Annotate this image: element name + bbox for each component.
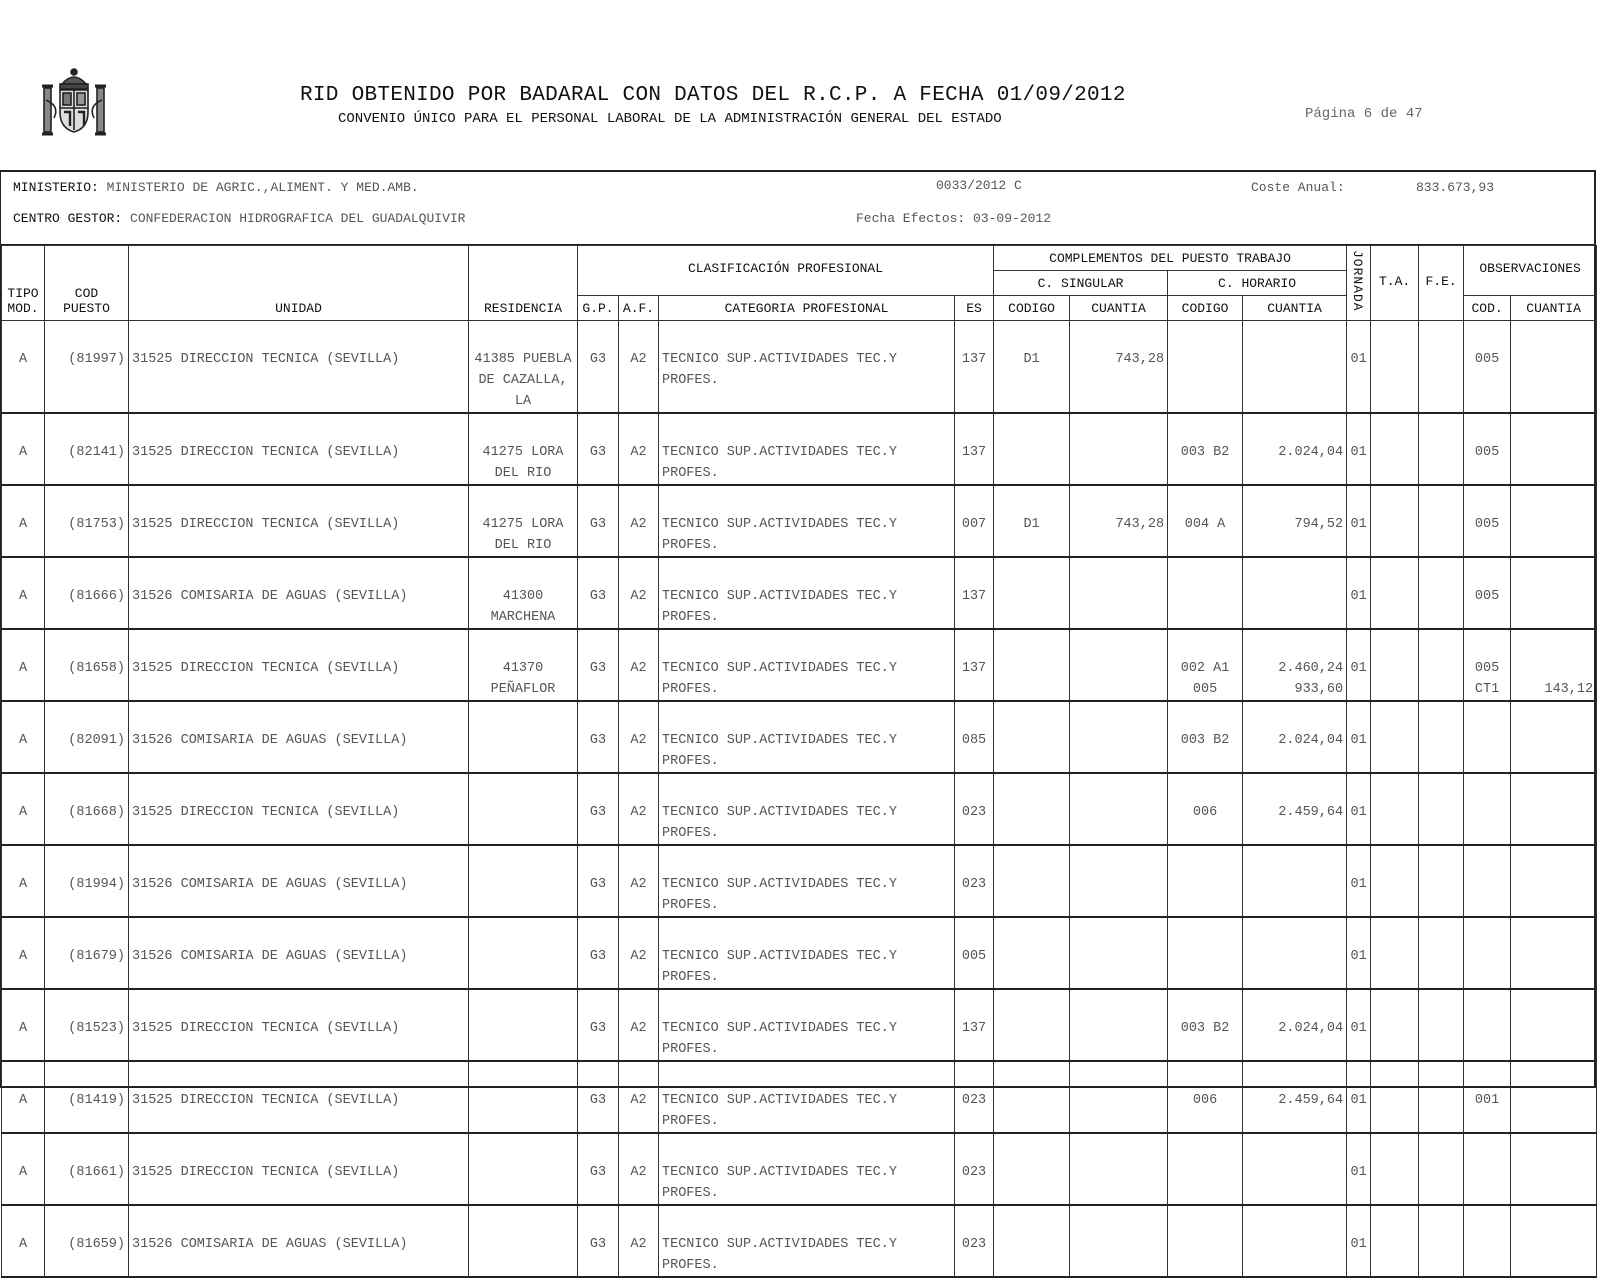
cell-ch-cod: 003 B2 bbox=[1168, 989, 1243, 1061]
cell-categoria: TECNICO SUP.ACTIVIDADES TEC.Y PROFES. bbox=[659, 1205, 955, 1277]
cell-es: 137 bbox=[955, 413, 994, 485]
cell-cs-cod bbox=[994, 845, 1070, 917]
cell-cod: (81666) bbox=[45, 557, 129, 629]
cell-af: A2 bbox=[619, 629, 659, 701]
cell-obs-cod: 005 bbox=[1464, 413, 1511, 485]
cell-cod: (81659) bbox=[45, 1205, 129, 1277]
cell-tipo: A bbox=[2, 773, 45, 845]
cell-gp: G3 bbox=[578, 485, 619, 557]
cell-cs-cod: D1 bbox=[994, 485, 1070, 557]
cell-jornada: 01 bbox=[1347, 485, 1371, 557]
table-row bbox=[2, 413, 1597, 485]
cell-cs-cod bbox=[994, 557, 1070, 629]
cell-fe bbox=[1419, 321, 1464, 414]
document-subtitle: CONVENIO ÚNICO PARA EL PERSONAL LABORAL DE LA ADMINISTRACIÓN GENERAL DEL ESTADO bbox=[338, 111, 1002, 127]
cell-unidad: 31526 COMISARIA DE AGUAS (SEVILLA) bbox=[129, 701, 469, 773]
cell-af: A2 bbox=[619, 989, 659, 1061]
cell-categoria: TECNICO SUP.ACTIVIDADES TEC.Y PROFES. bbox=[659, 989, 955, 1061]
cell-residencia: 41300 MARCHENA bbox=[469, 557, 578, 629]
cell-jornada: 01 bbox=[1347, 1205, 1371, 1277]
ministerio-label: MINISTERIO: bbox=[13, 180, 99, 195]
col-ch-codigo: CODIGO bbox=[1168, 296, 1243, 321]
centro-line bbox=[13, 211, 466, 226]
cell-fe bbox=[1419, 773, 1464, 845]
cell-obs-cod: 005 bbox=[1464, 485, 1511, 557]
cell-cs-cuantia bbox=[1070, 701, 1168, 773]
cell-ta bbox=[1371, 989, 1419, 1061]
cell-ch-cuantia: 2.024,04 bbox=[1243, 989, 1347, 1061]
cell-tipo: A bbox=[2, 557, 45, 629]
cell-categoria: TECNICO SUP.ACTIVIDADES TEC.Y PROFES. bbox=[659, 773, 955, 845]
cell-unidad: 31525 DIRECCION TECNICA (SEVILLA) bbox=[129, 321, 469, 414]
cell-ta bbox=[1371, 1061, 1419, 1133]
cell-gp: G3 bbox=[578, 413, 619, 485]
cell-unidad: 31526 COMISARIA DE AGUAS (SEVILLA) bbox=[129, 1205, 469, 1277]
cell-gp: G3 bbox=[578, 845, 619, 917]
coat-of-arms-icon bbox=[40, 66, 108, 142]
cell-obs-cod bbox=[1464, 989, 1511, 1061]
table-row bbox=[2, 485, 1597, 557]
cell-categoria: TECNICO SUP.ACTIVIDADES TEC.Y PROFES. bbox=[659, 917, 955, 989]
cell-jornada: 01 bbox=[1347, 989, 1371, 1061]
cell-ch-cod bbox=[1168, 1205, 1243, 1277]
cell-jornada: 01 bbox=[1347, 1061, 1371, 1133]
cell-unidad: 31525 DIRECCION TECNICA (SEVILLA) bbox=[129, 485, 469, 557]
cell-cod: (81523) bbox=[45, 989, 129, 1061]
cell-fe bbox=[1419, 701, 1464, 773]
cell-cs-cuantia bbox=[1070, 557, 1168, 629]
col-cs-cuantia: CUANTIA bbox=[1070, 296, 1168, 321]
cell-obs-cod bbox=[1464, 773, 1511, 845]
cell-categoria: TECNICO SUP.ACTIVIDADES TEC.Y PROFES. bbox=[659, 557, 955, 629]
cell-residencia bbox=[469, 1061, 578, 1133]
cell-obs-cod bbox=[1464, 1133, 1511, 1205]
cell-ch-cod: 006 bbox=[1168, 773, 1243, 845]
cell-fe bbox=[1419, 557, 1464, 629]
cell-ch-cuantia bbox=[1243, 557, 1347, 629]
cell-ch-cod: 003 B2 bbox=[1168, 413, 1243, 485]
cell-gp: G3 bbox=[578, 701, 619, 773]
cell-cod: (81658) bbox=[45, 629, 129, 701]
col-af: A.F. bbox=[619, 296, 659, 321]
cell-cs-cod bbox=[994, 1061, 1070, 1133]
cell-cs-cuantia bbox=[1070, 773, 1168, 845]
cell-residencia: 41385 PUEBLA DE CAZALLA, LA bbox=[469, 321, 578, 414]
cell-obs-cuantia bbox=[1511, 1205, 1597, 1277]
cell-unidad: 31525 DIRECCION TECNICA (SEVILLA) bbox=[129, 989, 469, 1061]
cell-residencia: 41370 PEÑAFLOR bbox=[469, 629, 578, 701]
cell-ch-cod: 003 B2 bbox=[1168, 701, 1243, 773]
cell-cod: (81419) bbox=[45, 1061, 129, 1133]
cell-ch-cuantia: 2.024,04 bbox=[1243, 701, 1347, 773]
cell-cod: (81668) bbox=[45, 773, 129, 845]
cell-es: 085 bbox=[955, 701, 994, 773]
cell-af: A2 bbox=[619, 701, 659, 773]
cell-ta bbox=[1371, 321, 1419, 414]
cell-jornada: 01 bbox=[1347, 845, 1371, 917]
cell-cs-cuantia bbox=[1070, 989, 1168, 1061]
cell-af: A2 bbox=[619, 845, 659, 917]
cell-cs-cod: D1 bbox=[994, 321, 1070, 414]
cell-cod: (81994) bbox=[45, 845, 129, 917]
coste-label: Coste Anual: bbox=[1251, 180, 1345, 195]
cell-residencia bbox=[469, 1133, 578, 1205]
col-obs-cuantia: CUANTIA bbox=[1511, 296, 1597, 321]
cell-gp: G3 bbox=[578, 557, 619, 629]
cell-categoria: TECNICO SUP.ACTIVIDADES TEC.Y PROFES. bbox=[659, 413, 955, 485]
col-tipo-1: TIPO bbox=[7, 286, 39, 301]
cell-es: 023 bbox=[955, 1061, 994, 1133]
col-cod-1: COD bbox=[74, 286, 99, 301]
cell-obs-cod: 005 bbox=[1464, 321, 1511, 414]
cell-gp: G3 bbox=[578, 917, 619, 989]
cell-es: 007 bbox=[955, 485, 994, 557]
cell-categoria: TECNICO SUP.ACTIVIDADES TEC.Y PROFES. bbox=[659, 629, 955, 701]
cell-cs-cuantia bbox=[1070, 845, 1168, 917]
cell-ch-cod bbox=[1168, 845, 1243, 917]
cell-gp: G3 bbox=[578, 773, 619, 845]
col-categoria: CATEGORIA PROFESIONAL bbox=[659, 296, 955, 321]
cell-obs-cuantia bbox=[1511, 773, 1597, 845]
cell-tipo: A bbox=[2, 321, 45, 414]
cell-obs-cuantia bbox=[1511, 485, 1597, 557]
cell-obs-cod bbox=[1464, 845, 1511, 917]
col-fe: F.E. bbox=[1419, 246, 1464, 321]
cell-categoria: TECNICO SUP.ACTIVIDADES TEC.Y PROFES. bbox=[659, 321, 955, 414]
cell-ch-cod: 002 A1 005 bbox=[1168, 629, 1243, 701]
table-row bbox=[2, 701, 1597, 773]
cell-categoria: TECNICO SUP.ACTIVIDADES TEC.Y PROFES. bbox=[659, 1061, 955, 1133]
cell-ch-cuantia: 794,52 bbox=[1243, 485, 1347, 557]
col-unidad: UNIDAD bbox=[129, 246, 469, 321]
cell-categoria: TECNICO SUP.ACTIVIDADES TEC.Y PROFES. bbox=[659, 1133, 955, 1205]
cell-obs-cod: 005 CT1 bbox=[1464, 629, 1511, 701]
col-clasificacion: CLASIFICACIÓN PROFESIONAL bbox=[578, 246, 994, 296]
cell-jornada: 01 bbox=[1347, 917, 1371, 989]
cell-cs-cuantia bbox=[1070, 1061, 1168, 1133]
cell-cs-cod bbox=[994, 413, 1070, 485]
centro-value: CONFEDERACION HIDROGRAFICA DEL GUADALQUIVIR bbox=[130, 211, 466, 226]
cell-cod: (81753) bbox=[45, 485, 129, 557]
cell-obs-cuantia bbox=[1511, 917, 1597, 989]
cell-cod: (81661) bbox=[45, 1133, 129, 1205]
cell-obs-cuantia bbox=[1511, 1133, 1597, 1205]
cell-cs-cuantia bbox=[1070, 1205, 1168, 1277]
cell-cs-cuantia: 743,28 bbox=[1070, 485, 1168, 557]
cell-ch-cuantia bbox=[1243, 1133, 1347, 1205]
cell-unidad: 31525 DIRECCION TECNICA (SEVILLA) bbox=[129, 413, 469, 485]
fecha-efectos: Fecha Efectos: 03-09-2012 bbox=[856, 211, 1052, 226]
cell-tipo: A bbox=[2, 989, 45, 1061]
cell-ta bbox=[1371, 701, 1419, 773]
document-title: RID OBTENIDO POR BADARAL CON DATOS DEL R.C.P. A FECHA 01/09/2012 bbox=[300, 84, 1126, 107]
cell-unidad: 31525 DIRECCION TECNICA (SEVILLA) bbox=[129, 629, 469, 701]
cell-obs-cuantia bbox=[1511, 321, 1597, 414]
col-observaciones: OBSERVACIONES bbox=[1464, 246, 1597, 296]
cell-cs-cuantia bbox=[1070, 1133, 1168, 1205]
cell-fe bbox=[1419, 1133, 1464, 1205]
cell-ch-cod: 006 bbox=[1168, 1061, 1243, 1133]
table-body bbox=[2, 321, 1597, 1278]
col-horario: C. HORARIO bbox=[1168, 271, 1347, 296]
cell-ch-cuantia bbox=[1243, 321, 1347, 414]
cell-af: A2 bbox=[619, 1205, 659, 1277]
cell-cs-cod bbox=[994, 1205, 1070, 1277]
cell-gp: G3 bbox=[578, 321, 619, 414]
cell-gp: G3 bbox=[578, 1133, 619, 1205]
cell-obs-cuantia bbox=[1511, 413, 1597, 485]
cell-ch-cuantia: 2.459,64 bbox=[1243, 1061, 1347, 1133]
cell-ta bbox=[1371, 413, 1419, 485]
cell-fe bbox=[1419, 845, 1464, 917]
cell-ta bbox=[1371, 845, 1419, 917]
col-singular: C. SINGULAR bbox=[994, 271, 1168, 296]
col-tipo bbox=[2, 246, 45, 321]
cell-fe bbox=[1419, 485, 1464, 557]
col-ta: T.A. bbox=[1371, 246, 1419, 321]
cell-ch-cuantia: 2.024,04 bbox=[1243, 413, 1347, 485]
cell-es: 005 bbox=[955, 917, 994, 989]
cell-cod: (82091) bbox=[45, 701, 129, 773]
cell-es: 023 bbox=[955, 1205, 994, 1277]
cell-ta bbox=[1371, 1205, 1419, 1277]
cell-jornada: 01 bbox=[1347, 1133, 1371, 1205]
cell-obs-cuantia bbox=[1511, 845, 1597, 917]
col-obs-cod: COD. bbox=[1464, 296, 1511, 321]
cell-cs-cod bbox=[994, 629, 1070, 701]
cell-obs-cuantia bbox=[1511, 701, 1597, 773]
cell-obs-cuantia: 143,12 bbox=[1511, 629, 1597, 701]
cell-tipo: A bbox=[2, 485, 45, 557]
cell-categoria: TECNICO SUP.ACTIVIDADES TEC.Y PROFES. bbox=[659, 701, 955, 773]
table-row bbox=[2, 321, 1597, 414]
cell-obs-cod: 005 bbox=[1464, 557, 1511, 629]
cell-fe bbox=[1419, 1205, 1464, 1277]
cell-tipo: A bbox=[2, 917, 45, 989]
ministerio-value: MINISTERIO DE AGRIC.,ALIMENT. Y MED.AMB. bbox=[106, 180, 419, 195]
cell-ch-cuantia bbox=[1243, 1205, 1347, 1277]
cell-tipo: A bbox=[2, 1133, 45, 1205]
cell-obs-cuantia bbox=[1511, 989, 1597, 1061]
cell-residencia bbox=[469, 917, 578, 989]
cell-ch-cuantia: 2.459,64 bbox=[1243, 773, 1347, 845]
cell-cod: (82141) bbox=[45, 413, 129, 485]
cell-residencia bbox=[469, 845, 578, 917]
col-residencia: RESIDENCIA bbox=[469, 246, 578, 321]
cell-jornada: 01 bbox=[1347, 413, 1371, 485]
col-jornada: JORNADA bbox=[1347, 246, 1371, 321]
cell-unidad: 31526 COMISARIA DE AGUAS (SEVILLA) bbox=[129, 917, 469, 989]
cell-tipo: A bbox=[2, 845, 45, 917]
cell-af: A2 bbox=[619, 773, 659, 845]
cell-cs-cod bbox=[994, 917, 1070, 989]
cell-cs-cod bbox=[994, 1133, 1070, 1205]
cell-tipo: A bbox=[2, 1205, 45, 1277]
cell-af: A2 bbox=[619, 557, 659, 629]
cell-es: 023 bbox=[955, 773, 994, 845]
table-row bbox=[2, 845, 1597, 917]
table-row bbox=[2, 629, 1597, 701]
table-row bbox=[2, 773, 1597, 845]
table-row bbox=[2, 557, 1597, 629]
cell-cs-cuantia: 743,28 bbox=[1070, 321, 1168, 414]
cell-residencia bbox=[469, 701, 578, 773]
cell-ch-cod bbox=[1168, 557, 1243, 629]
coste-value: 833.673,93 bbox=[1416, 180, 1495, 195]
cell-tipo: A bbox=[2, 701, 45, 773]
cell-cs-cuantia bbox=[1070, 917, 1168, 989]
cell-gp: G3 bbox=[578, 629, 619, 701]
cell-categoria: TECNICO SUP.ACTIVIDADES TEC.Y PROFES. bbox=[659, 845, 955, 917]
cell-cod: (81679) bbox=[45, 917, 129, 989]
cell-cs-cod bbox=[994, 989, 1070, 1061]
cell-tipo: A bbox=[2, 629, 45, 701]
cell-ch-cod bbox=[1168, 321, 1243, 414]
rid-table bbox=[1, 245, 1597, 1278]
centro-label: CENTRO GESTOR: bbox=[13, 211, 123, 226]
cell-unidad: 31526 COMISARIA DE AGUAS (SEVILLA) bbox=[129, 845, 469, 917]
cell-unidad: 31525 DIRECCION TECNICA (SEVILLA) bbox=[129, 773, 469, 845]
cell-ch-cuantia: 2.460,24 933,60 bbox=[1243, 629, 1347, 701]
cell-fe bbox=[1419, 989, 1464, 1061]
cell-obs-cod bbox=[1464, 1205, 1511, 1277]
cell-ch-cod: 004 A bbox=[1168, 485, 1243, 557]
document-code: 0033/2012 C bbox=[936, 178, 1022, 193]
cell-es: 137 bbox=[955, 321, 994, 414]
col-cod bbox=[45, 246, 129, 321]
cell-af: A2 bbox=[619, 1133, 659, 1205]
cell-residencia bbox=[469, 1205, 578, 1277]
cell-af: A2 bbox=[619, 321, 659, 414]
cell-af: A2 bbox=[619, 413, 659, 485]
cell-es: 023 bbox=[955, 845, 994, 917]
cell-ta bbox=[1371, 485, 1419, 557]
cell-jornada: 01 bbox=[1347, 321, 1371, 414]
cell-obs-cod bbox=[1464, 917, 1511, 989]
cell-fe bbox=[1419, 629, 1464, 701]
col-cod-2: PUESTO bbox=[63, 301, 110, 316]
cell-obs-cuantia bbox=[1511, 557, 1597, 629]
cell-ch-cod bbox=[1168, 917, 1243, 989]
col-gp: G.P. bbox=[578, 296, 619, 321]
cell-tipo: A bbox=[2, 1061, 45, 1133]
cell-cs-cod bbox=[994, 701, 1070, 773]
cell-es: 137 bbox=[955, 557, 994, 629]
cell-es: 023 bbox=[955, 1133, 994, 1205]
cell-ch-cuantia bbox=[1243, 845, 1347, 917]
page-number: Página 6 de 47 bbox=[1305, 106, 1423, 122]
cell-gp: G3 bbox=[578, 989, 619, 1061]
cell-af: A2 bbox=[619, 485, 659, 557]
table-row bbox=[2, 917, 1597, 989]
cell-unidad: 31526 COMISARIA DE AGUAS (SEVILLA) bbox=[129, 557, 469, 629]
cell-ta bbox=[1371, 629, 1419, 701]
cell-cs-cuantia bbox=[1070, 413, 1168, 485]
cell-jornada: 01 bbox=[1347, 773, 1371, 845]
cell-fe bbox=[1419, 917, 1464, 989]
cell-ta bbox=[1371, 557, 1419, 629]
ministerio-line bbox=[13, 180, 419, 195]
cell-ch-cod bbox=[1168, 1133, 1243, 1205]
cell-gp: G3 bbox=[578, 1205, 619, 1277]
table-row bbox=[2, 1061, 1597, 1133]
col-tipo-2: MOD. bbox=[7, 301, 39, 316]
cell-jornada: 01 bbox=[1347, 701, 1371, 773]
cell-unidad: 31525 DIRECCION TECNICA (SEVILLA) bbox=[129, 1061, 469, 1133]
cell-fe bbox=[1419, 413, 1464, 485]
cell-tipo: A bbox=[2, 413, 45, 485]
cell-cs-cuantia bbox=[1070, 629, 1168, 701]
cell-ta bbox=[1371, 917, 1419, 989]
cell-unidad: 31525 DIRECCION TECNICA (SEVILLA) bbox=[129, 1133, 469, 1205]
cell-es: 137 bbox=[955, 989, 994, 1061]
cell-jornada: 01 bbox=[1347, 557, 1371, 629]
col-cs-codigo: CODIGO bbox=[994, 296, 1070, 321]
cell-ta bbox=[1371, 773, 1419, 845]
col-es: ES bbox=[955, 296, 994, 321]
cell-residencia bbox=[469, 989, 578, 1061]
cell-residencia bbox=[469, 773, 578, 845]
cell-jornada: 01 bbox=[1347, 629, 1371, 701]
cell-es: 137 bbox=[955, 629, 994, 701]
table-row bbox=[2, 1133, 1597, 1205]
cell-residencia: 41275 LORA DEL RIO bbox=[469, 413, 578, 485]
cell-obs-cod bbox=[1464, 701, 1511, 773]
cell-cod: (81997) bbox=[45, 321, 129, 414]
cell-residencia: 41275 LORA DEL RIO bbox=[469, 485, 578, 557]
cell-fe bbox=[1419, 1061, 1464, 1133]
cell-obs-cod: 001 bbox=[1464, 1061, 1511, 1133]
cell-af: A2 bbox=[619, 917, 659, 989]
cell-categoria: TECNICO SUP.ACTIVIDADES TEC.Y PROFES. bbox=[659, 485, 955, 557]
cell-ch-cuantia bbox=[1243, 917, 1347, 989]
record-frame bbox=[0, 170, 1596, 1273]
cell-ta bbox=[1371, 1133, 1419, 1205]
col-ch-cuantia: CUANTIA bbox=[1243, 296, 1347, 321]
col-complementos: COMPLEMENTOS DEL PUESTO TRABAJO bbox=[994, 246, 1347, 271]
cell-cs-cod bbox=[994, 773, 1070, 845]
table-row bbox=[2, 989, 1597, 1061]
table-row bbox=[2, 1205, 1597, 1277]
cell-obs-cuantia bbox=[1511, 1061, 1597, 1133]
cell-af: A2 bbox=[619, 1061, 659, 1133]
cell-gp: G3 bbox=[578, 1061, 619, 1133]
